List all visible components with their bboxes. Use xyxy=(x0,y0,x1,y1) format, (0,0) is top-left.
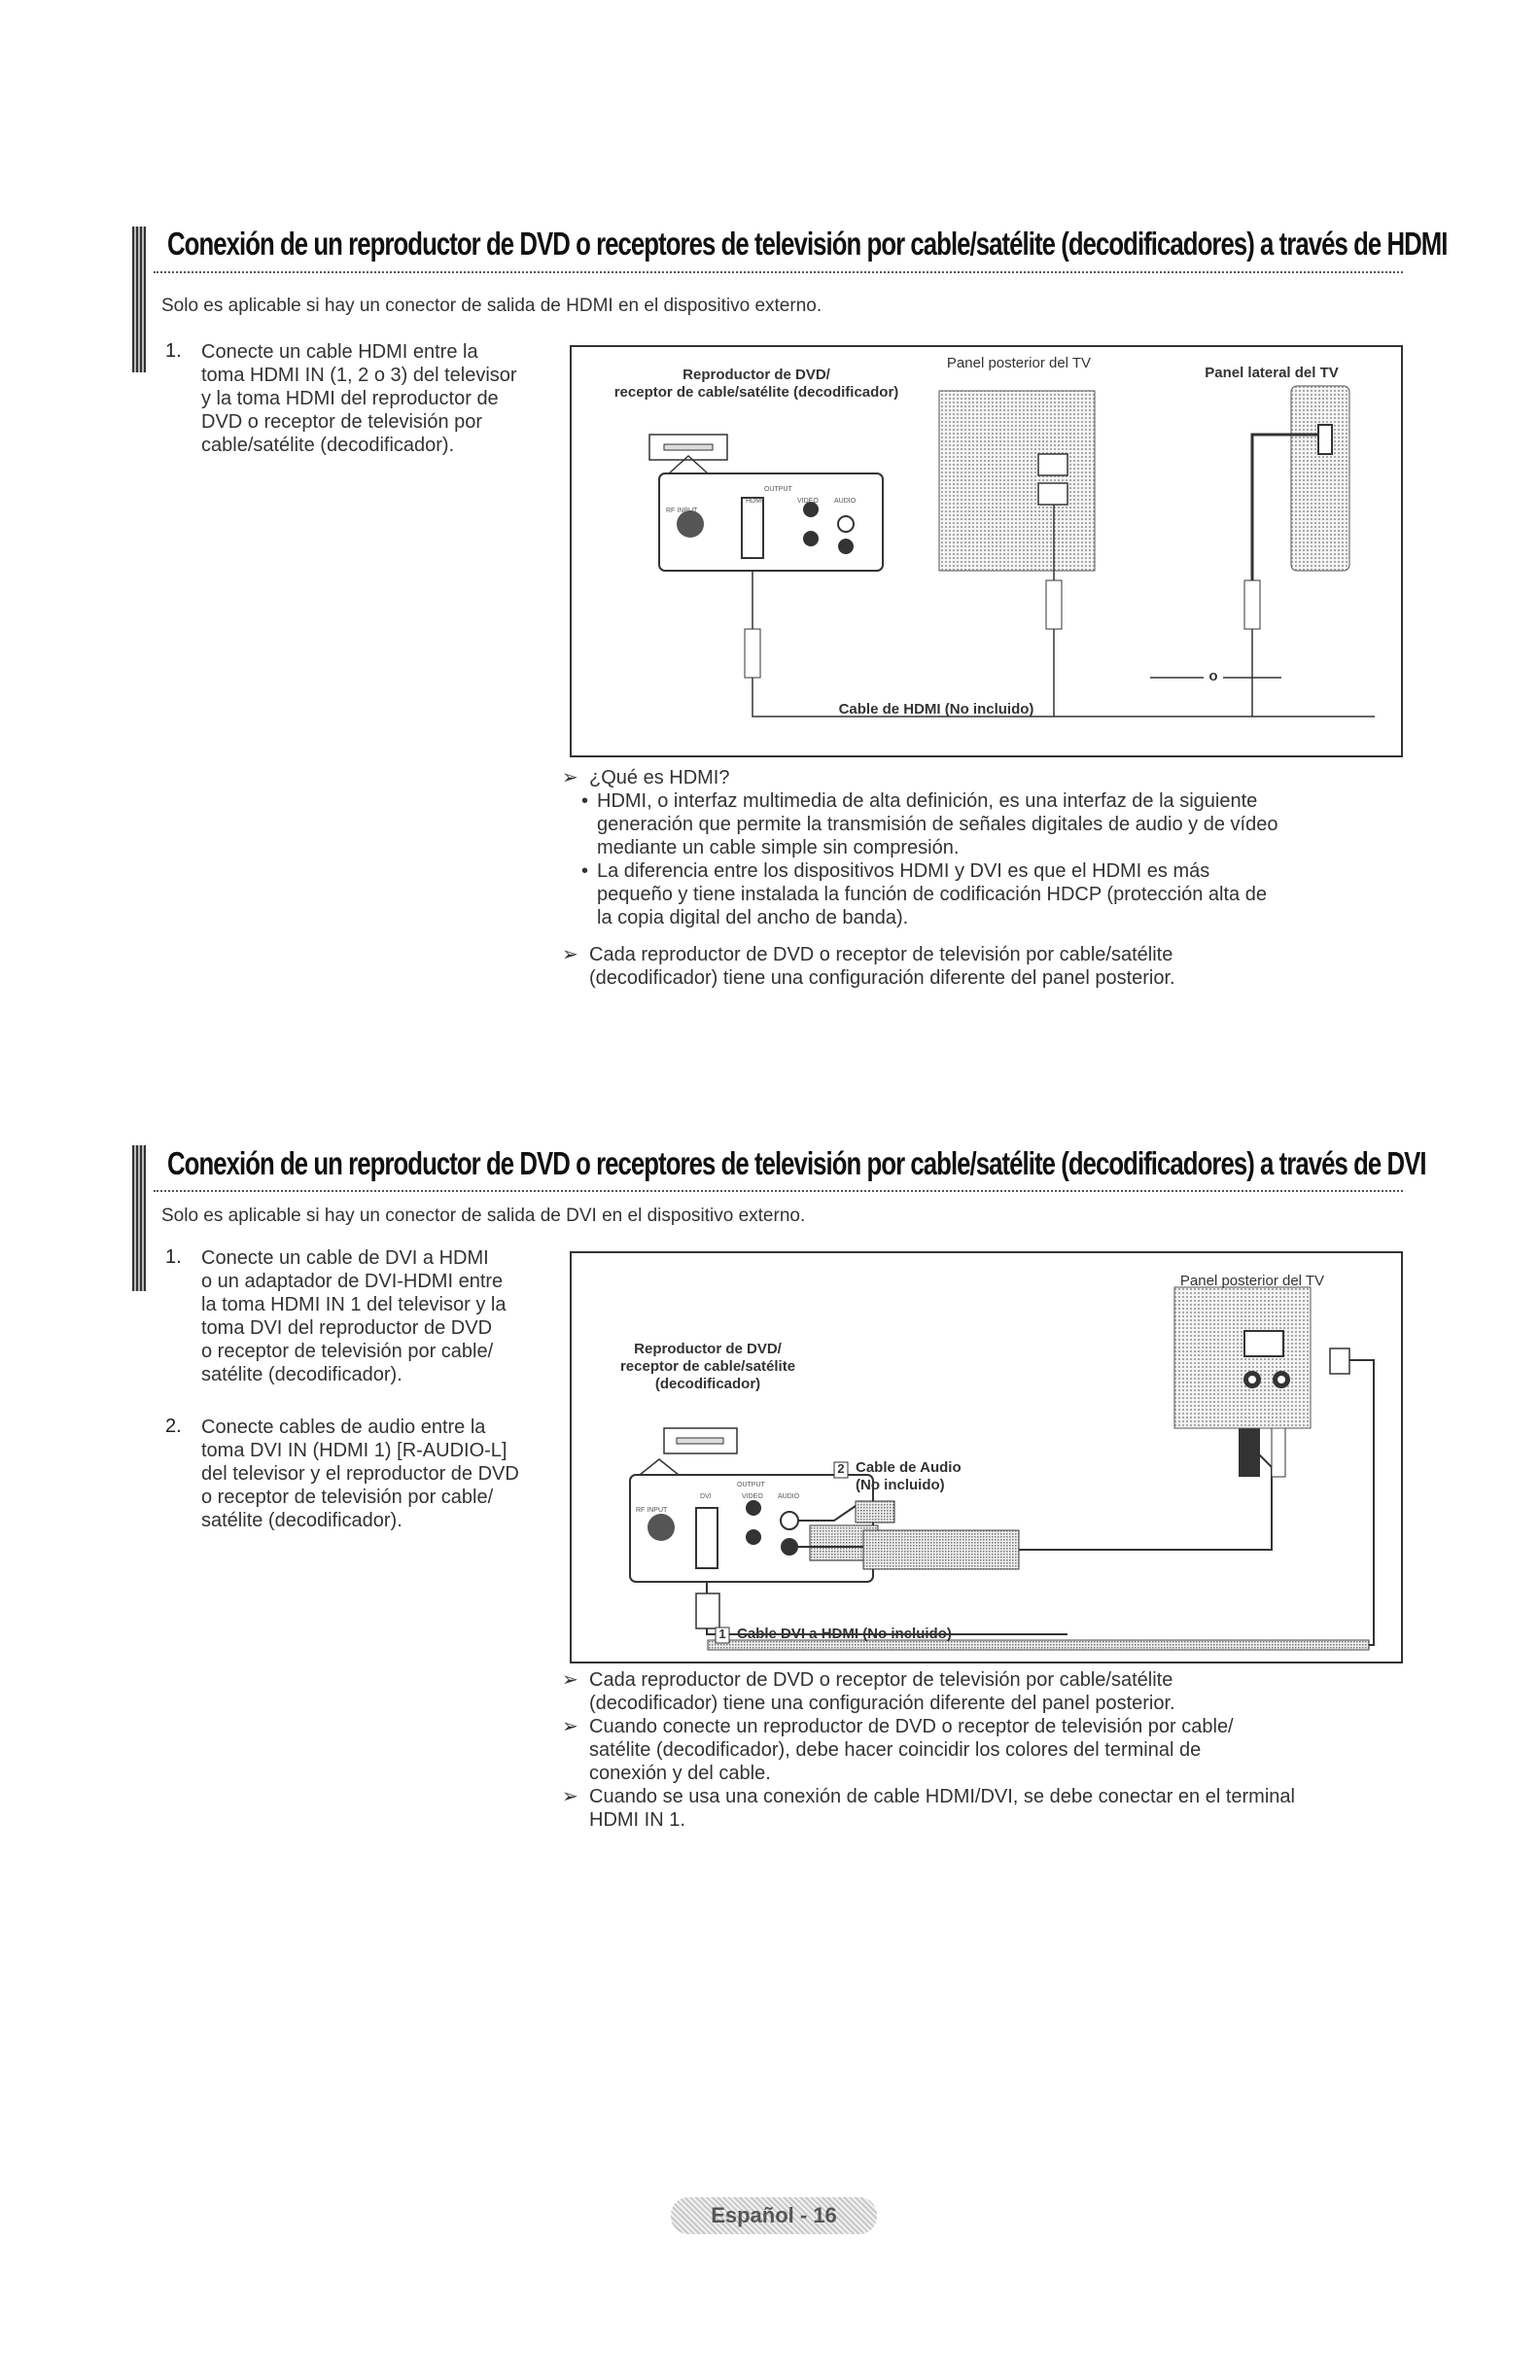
bullet-line: HDMI, o interfaz multimedia de alta definición, es una interfaz de la siguiente xyxy=(597,790,1258,812)
note-item xyxy=(562,943,1398,990)
tiny-label-audio: AUDIO xyxy=(834,498,857,505)
note-arrow-icon: ➢ xyxy=(562,944,578,965)
label-audio-line: Cable de Audio xyxy=(856,1459,962,1476)
section-title-dvi: Conexión de un reproductor de DVD o receptores de televisión por cable/satélite (decodificadores) a través de DVI xyxy=(167,1145,1426,1181)
note-line: Cuando conecte un reproductor de DVD o receptor de televisión por cable/ xyxy=(589,1716,1234,1737)
label-audio-cable xyxy=(856,1459,1001,1494)
note-arrow-icon: ➢ xyxy=(562,767,578,788)
step-line: o receptor de televisión por cable/ xyxy=(201,1341,494,1362)
title-rule xyxy=(154,271,1403,273)
note-line: Cada reproductor de DVD o receptor de televisión por cable/satélite xyxy=(589,944,1173,965)
label-device-line: receptor de cable/satélite xyxy=(619,1358,796,1375)
label-rear-panel: Panel posterior del TV xyxy=(1179,1273,1325,1289)
tiny-label-video: VIDEO xyxy=(797,498,819,505)
bullet-item xyxy=(578,859,1398,929)
label-device-line: Reproductor de DVD/ xyxy=(682,367,830,383)
section-intro: Solo es aplicable si hay un conector de salida de DVI en el dispositivo externo. xyxy=(161,1206,806,1226)
dvi-connection-diagram xyxy=(570,1251,1403,1663)
step-text xyxy=(201,1246,571,1386)
label-audio-line: (No incluido) xyxy=(856,1477,945,1493)
note-question: ¿Qué es HDMI? xyxy=(589,767,730,788)
step-number: 2. xyxy=(165,1416,182,1437)
step-line: toma DVI IN (HDMI 1) [R-AUDIO-L] xyxy=(201,1440,508,1461)
step-line: Conecte cables de audio entre la xyxy=(201,1417,486,1438)
label-audio-number: 2 xyxy=(837,1461,845,1476)
step-line: cable/satélite (decodificador). xyxy=(201,435,455,456)
label-device-line: (decodificador) xyxy=(654,1376,761,1392)
note-item xyxy=(562,1668,1398,1715)
bullet-item xyxy=(578,789,1398,859)
tiny-label-rf-input: RF INPUT xyxy=(666,508,698,514)
note-line: satélite (decodificador), debe hacer coincidir los colores del terminal de xyxy=(589,1739,1202,1761)
label-or: o xyxy=(1208,668,1218,684)
note-line: (decodificador) tiene una configuración diferente del panel posterior. xyxy=(589,1693,1175,1714)
bullet-line: generación que permite la transmisión de señales digitales de audio y de vídeo xyxy=(597,814,1278,835)
note-line: (decodificador) tiene una configuración diferente del panel posterior. xyxy=(589,967,1175,989)
notes-dvi xyxy=(562,1668,1398,1832)
label-device-line: Reproductor de DVD/ xyxy=(634,1341,782,1357)
step-text xyxy=(201,340,571,457)
step-line: o receptor de televisión por cable/ xyxy=(201,1487,494,1508)
bullet-icon: • xyxy=(581,860,589,882)
tiny-label-output: OUTPUT xyxy=(764,486,792,493)
bullet-line: mediante un cable simple sin compresión. xyxy=(597,837,960,858)
step-text xyxy=(201,1416,571,1532)
hdmi-connection-diagram xyxy=(570,345,1403,757)
label-device xyxy=(572,1341,844,1393)
tiny-label-output: OUTPUT xyxy=(737,1482,765,1488)
step-line: Conecte un cable HDMI entre la xyxy=(201,341,478,363)
label-hdmi-cable: Cable de HDMI (No incluido) xyxy=(838,701,1034,718)
note-item xyxy=(562,1785,1398,1832)
step-line: la toma HDMI IN 1 del televisor y la xyxy=(201,1294,507,1315)
step-line: satélite (decodificador). xyxy=(201,1510,402,1531)
step-line: toma HDMI IN (1, 2 o 3) del televisor xyxy=(201,365,517,386)
note-item xyxy=(562,1715,1398,1785)
step-line: o un adaptador de DVI-HDMI entre xyxy=(201,1271,504,1292)
label-side-panel: Panel lateral del TV xyxy=(1205,365,1339,381)
note-line: Cuando se usa una conexión de cable HDMI/DVI, se debe conectar en el terminal xyxy=(589,1786,1295,1807)
bullet-line: La diferencia entre los dispositivos HDMI y DVI es que el HDMI es más xyxy=(597,860,1210,882)
tiny-label-audio: AUDIO xyxy=(778,1493,800,1500)
tiny-label-dvi: DVI xyxy=(700,1493,712,1500)
step-line: Conecte un cable de DVI a HDMI xyxy=(201,1247,489,1269)
title-rule xyxy=(154,1190,1403,1192)
hdmi-diagram-illustration xyxy=(572,347,1401,755)
step-line: toma DVI del reproductor de DVD xyxy=(201,1317,493,1339)
note-line: Cada reproductor de DVD o receptor de televisión por cable/satélite xyxy=(589,1669,1173,1691)
step-number: 1. xyxy=(165,1246,182,1268)
tiny-label-video: VIDEO xyxy=(742,1493,763,1500)
note-line: conexión y del cable. xyxy=(589,1763,771,1784)
bullet-icon: • xyxy=(581,790,589,812)
label-dvi-cable: Cable DVI a HDMI (No incluido) xyxy=(737,1626,952,1642)
tiny-label-hdmi: HDMI xyxy=(746,498,763,505)
section-marker xyxy=(132,1145,146,1291)
step-line: satélite (decodificador). xyxy=(201,1364,402,1385)
note-line: HDMI IN 1. xyxy=(589,1809,685,1831)
section-intro: Solo es aplicable si hay un conector de salida de HDMI en el dispositivo externo. xyxy=(161,296,822,316)
section-marker xyxy=(132,227,146,372)
note-arrow-icon: ➢ xyxy=(562,1786,578,1807)
notes-hdmi xyxy=(562,766,1398,990)
note-arrow-icon: ➢ xyxy=(562,1716,578,1737)
label-rear-panel: Panel posterior del TV xyxy=(946,355,1092,371)
tiny-label-rf-input: RF INPUT xyxy=(636,1507,668,1514)
dvi-diagram-illustration xyxy=(572,1253,1401,1662)
bullet-line: la copia digital del ancho de banda). xyxy=(597,907,909,928)
note-arrow-icon: ➢ xyxy=(562,1669,578,1691)
page-number-badge: Español - 16 xyxy=(671,2197,877,2234)
bullet-line: pequeño y tiene instalada la función de codificación HDCP (protección alta de xyxy=(597,884,1267,905)
label-device-line: receptor de cable/satélite (decodificador) xyxy=(613,384,899,401)
step-number: 1. xyxy=(165,340,182,362)
note-item xyxy=(562,766,1398,789)
section-title-hdmi: Conexión de un reproductor de DVD o receptores de televisión por cable/satélite (decodificadores) a través de HDMI xyxy=(167,226,1448,262)
step-line: del televisor y el reproductor de DVD xyxy=(201,1463,519,1485)
step-line: DVD o receptor de televisión por xyxy=(201,411,483,433)
step-line: y la toma HDMI del reproductor de xyxy=(201,388,499,409)
label-device xyxy=(581,367,931,402)
label-dvi-number: 1 xyxy=(718,1627,726,1641)
